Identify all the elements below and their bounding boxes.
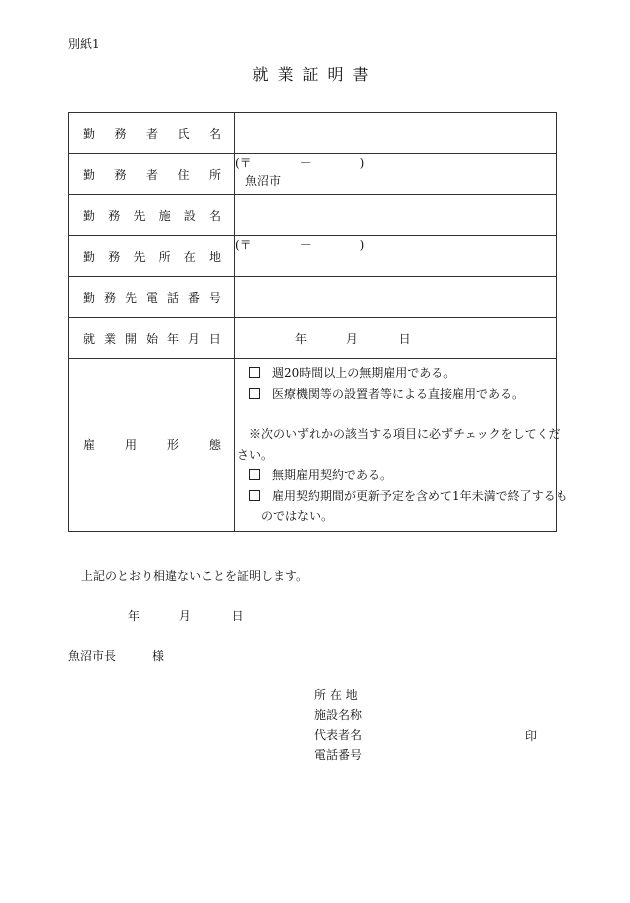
label-char: 住 xyxy=(177,167,190,182)
month-unit: 月 xyxy=(345,331,358,346)
label-char: 設 xyxy=(183,208,196,223)
row-employment-type xyxy=(69,359,557,532)
value-start-date[interactable] xyxy=(235,318,557,359)
label-employment-type xyxy=(69,359,235,532)
certificate-form-table xyxy=(68,112,568,532)
day-unit: 日 xyxy=(231,609,244,623)
label-char: 先 xyxy=(124,290,137,305)
label-char: 所 xyxy=(208,167,221,182)
row-worker-address xyxy=(69,154,557,195)
label-char: 務 xyxy=(108,249,121,264)
seal-mark: 印 xyxy=(525,729,538,743)
label-char: 用 xyxy=(124,438,137,453)
label-char: 勤 xyxy=(83,290,96,305)
label-char: 名 xyxy=(208,208,221,223)
label-char: 在 xyxy=(183,249,196,264)
row-start-date xyxy=(69,318,557,359)
attachment-label: 別紙1 xyxy=(68,37,100,51)
label-char: 者 xyxy=(145,126,158,141)
label-char: 務 xyxy=(114,126,127,141)
issuer-phone-label: 電話番号 xyxy=(314,748,363,762)
label-char: 務 xyxy=(114,167,127,182)
checkbox-option-20h[interactable]: 週20時間以上の無期雇用である。 xyxy=(237,363,552,384)
issuer-block xyxy=(314,685,374,765)
issuer-facility-label: 施設名称 xyxy=(314,708,363,722)
certification-date[interactable] xyxy=(128,607,244,624)
label-char: 形 xyxy=(166,438,179,453)
value-worker-name[interactable] xyxy=(235,113,557,154)
label-char: 始 xyxy=(145,331,158,346)
label-char: 氏 xyxy=(177,126,190,141)
label-char: 日 xyxy=(208,331,221,346)
label-char: 年 xyxy=(166,331,179,346)
checkbox-icon[interactable] xyxy=(249,367,260,378)
label-worker-address xyxy=(69,154,235,195)
label-char: 務 xyxy=(103,290,116,305)
note-text: ※次のいずれかの該当する項目に必ずチェックをしてくだ xyxy=(249,427,561,441)
value-facility-address[interactable] xyxy=(235,236,557,277)
issuer-representative-label: 代表者名 xyxy=(314,728,363,742)
checkbox-icon[interactable] xyxy=(249,490,260,501)
checkbox-option-period[interactable]: 雇用契約期間が更新予定を含めて1年未満で終了するも xyxy=(237,486,552,507)
issuer-facility-row[interactable] xyxy=(314,705,374,725)
label-char: 就 xyxy=(83,331,96,346)
label-worker-name xyxy=(69,113,235,154)
checkbox-icon[interactable] xyxy=(249,469,260,480)
postal-code-field: (〒 － ) xyxy=(235,156,365,170)
value-worker-address[interactable] xyxy=(235,154,557,195)
day-unit: 日 xyxy=(398,331,411,346)
label-char: 番 xyxy=(187,290,200,305)
city-text: 魚沼市 xyxy=(245,174,282,188)
label-char: 地 xyxy=(208,249,221,264)
label-char: 開 xyxy=(124,331,137,346)
row-worker-name xyxy=(69,113,557,154)
label-char: 先 xyxy=(133,208,146,223)
checkbox-option-direct[interactable]: 医療機関等の設置者等による直接雇用である。 xyxy=(237,384,552,405)
label-char: 所 xyxy=(158,249,171,264)
label-facility-name xyxy=(69,195,235,236)
issuer-location-label: 所 在 地 xyxy=(314,688,358,702)
label-char: 施 xyxy=(158,208,171,223)
month-unit: 月 xyxy=(178,609,191,623)
issuer-representative-row[interactable] xyxy=(314,725,374,745)
label-char: 務 xyxy=(108,208,121,223)
document-title: 就業証明書 xyxy=(252,65,378,84)
label-char: 勤 xyxy=(83,208,96,223)
value-employment-type xyxy=(235,359,568,532)
label-char: 先 xyxy=(133,249,146,264)
label-char: 態 xyxy=(208,438,221,453)
label-char: 勤 xyxy=(83,167,96,182)
label-facility-phone xyxy=(69,277,235,318)
label-char: 勤 xyxy=(83,126,96,141)
year-unit: 年 xyxy=(295,331,308,346)
checkbox-icon[interactable] xyxy=(249,388,260,399)
label-char: 業 xyxy=(103,331,116,346)
value-facility-phone[interactable] xyxy=(235,277,557,318)
year-unit: 年 xyxy=(128,609,141,623)
label-char: 号 xyxy=(208,290,221,305)
label-char: 話 xyxy=(166,290,179,305)
label-char: 勤 xyxy=(83,249,96,264)
value-facility-name[interactable] xyxy=(235,195,557,236)
postal-code-field: (〒 － ) xyxy=(235,238,365,252)
note-text-cont: さい。 xyxy=(237,447,274,462)
label-char: 者 xyxy=(145,167,158,182)
addressee: 魚沼市長 様 xyxy=(68,649,165,663)
issuer-location-row[interactable] xyxy=(314,685,374,705)
row-facility-address xyxy=(69,236,557,277)
label-facility-address xyxy=(69,236,235,277)
row-facility-phone xyxy=(69,277,557,318)
label-start-date xyxy=(69,318,235,359)
row-facility-name xyxy=(69,195,557,236)
label-char: 月 xyxy=(187,331,200,346)
label-char: 名 xyxy=(208,126,221,141)
issuer-phone-row[interactable] xyxy=(314,745,374,765)
label-char: 雇 xyxy=(83,438,96,453)
checkbox-option-period-cont: のではない。 xyxy=(261,509,334,523)
certification-statement: 上記のとおり相違ないことを証明します。 xyxy=(81,569,309,583)
checkbox-option-indefinite[interactable]: 無期雇用契約である。 xyxy=(237,465,552,486)
label-char: 電 xyxy=(145,290,158,305)
spacer xyxy=(237,404,552,424)
